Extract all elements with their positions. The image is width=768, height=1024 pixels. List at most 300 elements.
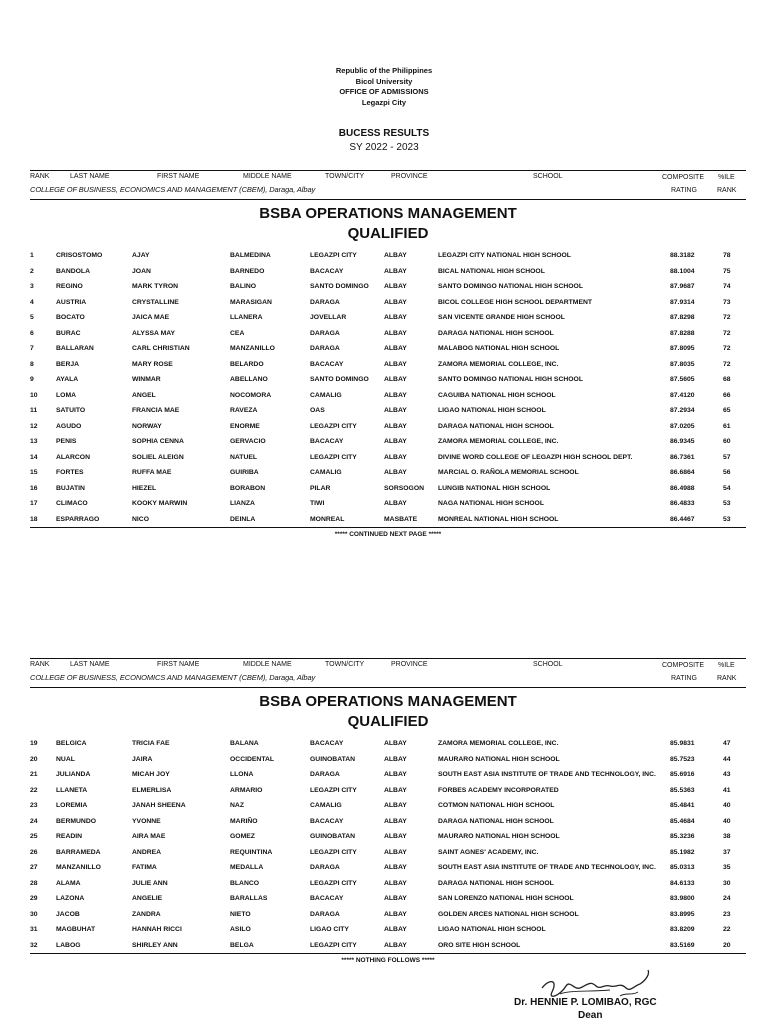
cell-first-name: JULIE ANN <box>132 879 168 887</box>
cell-percentile: 40 <box>723 817 731 825</box>
cell-last-name: BELGICA <box>56 740 87 747</box>
cell-province: ALBAY <box>384 910 407 918</box>
cell-province: ALBAY <box>384 329 407 337</box>
table-row <box>30 310 746 326</box>
cell-last-name: FORTES <box>56 469 84 476</box>
cell-town: SANTO DOMINGO <box>310 283 369 290</box>
col-rank: RANK <box>30 661 50 668</box>
cell-rating: 88.1004 <box>670 267 695 275</box>
cell-percentile: 56 <box>723 469 731 476</box>
cell-middle-name: NAZ <box>230 802 244 809</box>
cell-province: ALBAY <box>384 755 407 763</box>
cell-town: LEGAZPI CITY <box>310 941 357 949</box>
col-composite: COMPOSITE <box>662 662 705 669</box>
cell-province: ALBAY <box>384 864 407 871</box>
cell-rating: 85.5363 <box>670 786 695 794</box>
cell-rank: 8 <box>30 360 34 368</box>
header-university: Bicol University <box>355 76 413 86</box>
cell-middle-name: MARIÑO <box>230 817 258 825</box>
cell-school: DARAGA NATIONAL HIGH SCHOOL <box>438 329 554 337</box>
table-row <box>30 829 746 845</box>
col-last-name: LAST NAME <box>70 173 110 180</box>
cell-rank: 11 <box>30 407 38 414</box>
cell-rating: 86.4833 <box>670 500 695 507</box>
continued-note: ***** CONTINUED NEXT PAGE ***** <box>334 531 442 538</box>
cell-rank: 25 <box>30 833 38 840</box>
cell-middle-name: ASILO <box>230 926 251 933</box>
cell-percentile: 47 <box>723 740 731 747</box>
cell-rank: 3 <box>30 283 34 290</box>
cell-last-name: CLIMACO <box>56 500 88 507</box>
cell-town: BACACAY <box>310 740 344 747</box>
cell-rank: 19 <box>30 740 38 747</box>
cell-percentile: 72 <box>723 314 731 321</box>
cell-last-name: BERJA <box>56 360 80 368</box>
table-row <box>30 907 746 923</box>
cell-province: ALBAY <box>384 391 407 399</box>
cell-percentile: 30 <box>723 879 731 887</box>
cell-percentile: 20 <box>723 941 731 949</box>
cell-school: SANTO DOMINGO NATIONAL HIGH SCHOOL <box>438 376 584 383</box>
cell-school: MONREAL NATIONAL HIGH SCHOOL <box>438 515 559 523</box>
table-row <box>30 326 746 342</box>
cell-province: ALBAY <box>384 422 407 430</box>
table-row <box>30 860 746 876</box>
cell-school: SANTO DOMINGO NATIONAL HIGH SCHOOL <box>438 283 584 290</box>
cell-rank: 13 <box>30 438 38 445</box>
cell-province: ALBAY <box>384 407 407 414</box>
table-row <box>30 496 746 512</box>
cell-rating: 87.2934 <box>670 407 695 414</box>
cell-town: LEGAZPI CITY <box>310 848 357 856</box>
cell-school: DARAGA NATIONAL HIGH SCHOOL <box>438 817 554 825</box>
cell-percentile: 35 <box>723 864 731 871</box>
table-row <box>30 814 746 830</box>
cell-town: SANTO DOMINGO <box>310 376 369 383</box>
cell-rating: 87.4120 <box>670 391 695 399</box>
cell-town: DARAGA <box>310 345 340 352</box>
cell-percentile: 72 <box>723 329 731 337</box>
cell-first-name: FATIMA <box>132 864 157 871</box>
cell-town: JOVELLAR <box>310 314 347 321</box>
cell-rank: 22 <box>30 786 38 794</box>
cell-rating: 86.4988 <box>670 484 695 492</box>
cell-percentile: 74 <box>723 283 731 290</box>
cell-first-name: SOPHIA CENNA <box>132 438 184 445</box>
cell-percentile: 73 <box>723 298 731 306</box>
cell-province: ALBAY <box>384 817 407 825</box>
cell-province: ALBAY <box>384 314 407 321</box>
cell-school: SAN VICENTE GRANDE HIGH SCHOOL <box>438 314 565 321</box>
cell-rating: 85.0313 <box>670 864 695 871</box>
cell-first-name: HANNAH RICCI <box>132 926 182 933</box>
cell-last-name: LLANETA <box>56 786 88 794</box>
header-city: Legazpi City <box>361 97 407 107</box>
cell-middle-name: GUIRIBA <box>230 469 259 476</box>
table-row <box>30 845 746 861</box>
cell-province: ALBAY <box>384 941 407 949</box>
cell-province: SORSOGON <box>384 484 425 492</box>
cell-last-name: REGINO <box>56 283 83 290</box>
table-row <box>30 736 746 752</box>
cell-town: LEGAZPI CITY <box>310 879 357 887</box>
table-row <box>30 481 746 497</box>
cell-first-name: SHIRLEY ANN <box>132 941 178 949</box>
cell-rank: 6 <box>30 329 34 337</box>
cell-rank: 32 <box>30 941 38 949</box>
cell-last-name: NUAL <box>56 755 75 763</box>
cell-first-name: AIRA MAE <box>132 833 166 840</box>
col-composite: COMPOSITE <box>662 174 705 181</box>
cell-middle-name: BALINO <box>230 283 257 290</box>
cell-first-name: FRANCIA MAE <box>132 407 180 414</box>
cell-school: BICOL COLLEGE HIGH SCHOOL DEPARTMENT <box>438 298 593 306</box>
cell-middle-name: DEINLA <box>230 515 256 523</box>
cell-province: MASBATE <box>384 515 418 523</box>
program-title: BSBA OPERATIONS MANAGEMENT <box>259 205 517 222</box>
table-row <box>30 891 746 907</box>
cell-province: ALBAY <box>384 500 407 507</box>
cell-rank: 10 <box>30 391 38 399</box>
table-row <box>30 922 746 938</box>
cell-rank: 2 <box>30 267 34 275</box>
cell-middle-name: BARNEDO <box>230 267 265 275</box>
results-table <box>30 248 746 528</box>
cell-last-name: MAGBUHAT <box>56 926 96 933</box>
cell-middle-name: CEA <box>230 329 245 337</box>
cell-middle-name: BARALLAS <box>230 895 268 902</box>
table-row <box>30 372 746 388</box>
cell-rating: 83.9800 <box>670 895 695 902</box>
cell-rating: 86.7361 <box>670 453 695 461</box>
cell-rank: 15 <box>30 469 38 476</box>
cell-town: DARAGA <box>310 771 340 778</box>
column-header <box>30 658 746 688</box>
cell-school: LIGAO NATIONAL HIGH SCHOOL <box>438 407 546 414</box>
table-row <box>30 403 746 419</box>
cell-rating: 88.3182 <box>670 252 695 259</box>
cell-last-name: ESPARRAGO <box>56 515 100 523</box>
cell-middle-name: GOMEZ <box>230 833 255 840</box>
cell-last-name: BURAC <box>56 329 81 337</box>
col-province: PROVINCE <box>391 173 428 180</box>
cell-first-name: NORWAY <box>132 422 162 430</box>
cell-middle-name: BLANCO <box>230 879 260 887</box>
cell-town: GUINOBATAN <box>310 833 356 840</box>
cell-rating: 87.8298 <box>670 314 695 321</box>
cell-last-name: AUSTRIA <box>56 298 87 306</box>
col-school: SCHOOL <box>533 173 563 180</box>
cell-last-name: JACOB <box>56 910 80 918</box>
cell-percentile: 57 <box>723 453 731 461</box>
cell-province: ALBAY <box>384 469 407 476</box>
cell-town: GUINOBATAN <box>310 755 356 763</box>
cell-rating: 87.9314 <box>670 298 695 306</box>
col-rating: RATING <box>671 675 697 682</box>
cell-last-name: LAZONA <box>56 895 85 902</box>
cell-rank: 12 <box>30 422 38 430</box>
cell-percentile: 72 <box>723 345 731 352</box>
cell-rating: 87.8035 <box>670 360 695 368</box>
cell-town: PILAR <box>310 484 331 492</box>
college-name: COLLEGE OF BUSINESS, ECONOMICS AND MANAGEMENT (CBEM), Daraga, Albay <box>30 673 316 682</box>
cell-school: ORO SITE HIGH SCHOOL <box>438 941 521 949</box>
cell-middle-name: NOCOMORA <box>230 391 272 399</box>
cell-percentile: 53 <box>723 515 731 523</box>
cell-first-name: JOAN <box>132 267 151 275</box>
cell-first-name: ZANDRA <box>132 910 161 918</box>
cell-percentile: 65 <box>723 407 731 414</box>
cell-middle-name: OCCIDENTAL <box>230 755 275 763</box>
cell-town: BACACAY <box>310 817 344 825</box>
cell-province: ALBAY <box>384 252 407 259</box>
cell-last-name: SATUITO <box>56 407 86 414</box>
cell-last-name: PENIS <box>56 438 77 445</box>
cell-first-name: WINMAR <box>132 376 161 383</box>
table-row <box>30 295 746 311</box>
cell-town: MONREAL <box>310 515 345 523</box>
cell-rating: 85.4841 <box>670 802 695 809</box>
cell-school: LUNGIB NATIONAL HIGH SCHOOL <box>438 484 551 492</box>
cell-school: ZAMORA MEMORIAL COLLEGE, INC. <box>438 360 559 368</box>
cell-first-name: CARL CHRISTIAN <box>132 345 190 352</box>
cell-province: ALBAY <box>384 848 407 856</box>
table-row <box>30 264 746 280</box>
table-row <box>30 279 746 295</box>
signatory-name: Dr. HENNIE P. LOMIBAO, RGC <box>514 997 657 1008</box>
cell-rank: 4 <box>30 298 34 306</box>
cell-province: ALBAY <box>384 345 407 352</box>
cell-last-name: ALAMA <box>56 879 81 887</box>
cell-percentile: 41 <box>723 786 731 794</box>
cell-rating: 83.8995 <box>670 910 695 918</box>
cell-town: CAMALIG <box>310 802 342 809</box>
cell-first-name: ANGEL <box>132 391 156 399</box>
cell-first-name: JANAH SHEENA <box>132 802 186 809</box>
cell-percentile: 61 <box>723 422 731 430</box>
cell-percentile: 40 <box>723 802 731 809</box>
cell-last-name: BERMUNDO <box>56 817 97 825</box>
cell-last-name: BALLARAN <box>56 345 94 352</box>
cell-province: ALBAY <box>384 453 407 461</box>
cell-percentile: 43 <box>723 771 731 778</box>
cell-first-name: MARY ROSE <box>132 360 173 368</box>
cell-percentile: 78 <box>723 252 731 259</box>
cell-last-name: ALARCON <box>56 453 90 461</box>
cell-first-name: MICAH JOY <box>132 771 170 778</box>
cell-school: MAURARO NATIONAL HIGH SCHOOL <box>438 833 560 840</box>
cell-rank: 16 <box>30 484 38 492</box>
cell-province: ALBAY <box>384 376 407 383</box>
cell-last-name: MANZANILLO <box>56 864 101 871</box>
cell-town: CAMALIG <box>310 391 342 399</box>
cell-middle-name: LIANZA <box>230 500 255 507</box>
cell-school: MALABOG NATIONAL HIGH SCHOOL <box>438 345 560 352</box>
cell-first-name: JAIRA <box>132 755 153 763</box>
cell-school: GOLDEN ARCES NATIONAL HIGH SCHOOL <box>438 910 579 918</box>
cell-first-name: SOLIEL ALEIGN <box>132 453 184 461</box>
table-row <box>30 783 746 799</box>
cell-middle-name: MANZANILLO <box>230 345 275 352</box>
cell-rank: 17 <box>30 500 38 507</box>
cell-last-name: AYALA <box>56 376 79 383</box>
col-percentile-rank: RANK <box>717 675 737 682</box>
cell-middle-name: ENORME <box>230 422 260 430</box>
cell-town: LEGAZPI CITY <box>310 786 357 794</box>
cell-middle-name: MEDALLA <box>230 864 264 871</box>
cell-school: SAINT AGNES' ACADEMY, INC. <box>438 848 539 856</box>
cell-province: ALBAY <box>384 771 407 778</box>
cell-middle-name: LLONA <box>230 771 254 778</box>
cell-middle-name: BORABON <box>230 484 266 492</box>
cell-school: MARCIAL O. RAÑOLA MEMORIAL SCHOOL <box>438 469 579 476</box>
cell-school: LEGAZPI CITY NATIONAL HIGH SCHOOL <box>438 252 571 259</box>
cell-rank: 9 <box>30 376 34 383</box>
cell-rating: 83.5169 <box>670 941 695 949</box>
cell-first-name: KOOKY MARWIN <box>132 500 188 507</box>
cell-last-name: BOCATO <box>56 314 85 321</box>
cell-first-name: MARK TYRON <box>132 283 179 290</box>
cell-rating: 85.7523 <box>670 755 695 763</box>
cell-percentile: 75 <box>723 267 731 275</box>
cell-town: BACACAY <box>310 267 344 275</box>
cell-school: ZAMORA MEMORIAL COLLEGE, INC. <box>438 438 559 445</box>
cell-school: SAN LORENZO NATIONAL HIGH SCHOOL <box>438 895 574 902</box>
cell-percentile: 22 <box>723 926 731 933</box>
results-table <box>30 736 746 954</box>
table-row <box>30 434 746 450</box>
cell-school: FORBES ACADEMY INCORPORATED <box>438 786 559 794</box>
cell-rating: 85.4684 <box>670 817 695 825</box>
cell-province: ALBAY <box>384 879 407 887</box>
col-first-name: FIRST NAME <box>157 173 200 180</box>
cell-last-name: BUJATIN <box>56 484 85 492</box>
cell-middle-name: NIETO <box>230 910 251 918</box>
cell-province: ALBAY <box>384 786 407 794</box>
cell-town: OAS <box>310 407 325 414</box>
cell-province: ALBAY <box>384 267 407 275</box>
col-middle-name: MIDDLE NAME <box>243 173 292 180</box>
cell-province: ALBAY <box>384 895 407 902</box>
col-province: PROVINCE <box>391 661 428 668</box>
cell-rank: 21 <box>30 771 38 778</box>
cell-last-name: JULIANDA <box>56 771 91 778</box>
cell-last-name: BANDOLA <box>56 267 90 275</box>
cell-percentile: 68 <box>723 376 731 383</box>
cell-first-name: HIEZEL <box>132 484 157 492</box>
cell-middle-name: LLANERA <box>230 314 263 321</box>
col-first-name: FIRST NAME <box>157 661 200 668</box>
cell-first-name: RUFFA MAE <box>132 469 172 476</box>
col-last-name: LAST NAME <box>70 661 110 668</box>
table-row <box>30 419 746 435</box>
cell-town: BACACAY <box>310 360 344 368</box>
col-percentile: %ILE <box>718 662 735 669</box>
cell-middle-name: ARMARIO <box>230 786 263 794</box>
cell-town: BACACAY <box>310 895 344 902</box>
cell-town: BACACAY <box>310 438 344 445</box>
cell-rating: 86.9345 <box>670 438 695 445</box>
cell-town: LIGAO CITY <box>310 926 349 933</box>
col-percentile: %ILE <box>718 174 735 181</box>
cell-rating: 85.1982 <box>670 848 695 856</box>
cell-percentile: 38 <box>723 833 731 840</box>
cell-first-name: ANGELIE <box>132 895 163 902</box>
cell-rank: 7 <box>30 345 34 352</box>
results-block-1 <box>30 170 746 538</box>
status-heading: QUALIFIED <box>347 713 429 730</box>
cell-percentile: 37 <box>723 848 731 856</box>
cell-middle-name: NATUEL <box>230 453 258 461</box>
cell-middle-name: BALANA <box>230 740 259 747</box>
cell-rating: 87.5605 <box>670 376 695 383</box>
results-block-2 <box>30 658 746 964</box>
col-school: SCHOOL <box>533 661 563 668</box>
document-header <box>0 66 768 108</box>
cell-percentile: 66 <box>723 391 731 399</box>
table-row <box>30 767 746 783</box>
cell-rank: 1 <box>30 252 34 259</box>
table-row <box>30 341 746 357</box>
cell-province: ALBAY <box>384 926 407 933</box>
cell-rating: 85.6916 <box>670 771 695 778</box>
cell-town: TIWI <box>310 500 325 507</box>
cell-rank: 27 <box>30 864 38 871</box>
cell-middle-name: BALMEDINA <box>230 252 271 259</box>
cell-rank: 24 <box>30 817 38 825</box>
cell-rank: 5 <box>30 314 34 321</box>
table-row <box>30 798 746 814</box>
cell-percentile: 24 <box>723 895 731 902</box>
cell-first-name: CRYSTALLINE <box>132 298 179 306</box>
cell-last-name: READIN <box>56 833 83 840</box>
cell-rating: 87.8288 <box>670 329 695 337</box>
cell-rank: 29 <box>30 895 38 902</box>
cell-town: LEGAZPI CITY <box>310 453 357 461</box>
report-title: BUCESS RESULTS <box>338 128 430 139</box>
status-heading: QUALIFIED <box>347 225 429 242</box>
cell-middle-name: MARASIGAN <box>230 298 272 306</box>
cell-province: ALBAY <box>384 802 407 809</box>
cell-province: ALBAY <box>384 298 407 306</box>
header-republic: Republic of the Philippines <box>335 66 433 75</box>
cell-middle-name: RAVEZA <box>230 407 258 414</box>
cell-percentile: 54 <box>723 484 731 492</box>
cell-rating: 87.0205 <box>670 422 695 430</box>
table-row <box>30 388 746 404</box>
column-header <box>30 170 746 200</box>
table-row <box>30 752 746 768</box>
cell-first-name: ANDREA <box>132 848 162 856</box>
cell-rating: 83.8209 <box>670 926 695 933</box>
cell-first-name: ELMERLISA <box>132 786 172 794</box>
cell-rank: 18 <box>30 515 38 523</box>
col-town: TOWN/CITY <box>325 661 365 668</box>
cell-school: MAURARO NATIONAL HIGH SCHOOL <box>438 755 560 763</box>
cell-rank: 31 <box>30 926 38 933</box>
cell-middle-name: BELGA <box>230 941 254 949</box>
cell-middle-name: GERVACIO <box>230 438 266 445</box>
cell-rank: 23 <box>30 802 38 809</box>
cell-school: CAGUIBA NATIONAL HIGH SCHOOL <box>438 391 556 399</box>
header-office: OFFICE OF ADMISSIONS <box>339 87 429 96</box>
cell-rating: 85.9831 <box>670 740 695 747</box>
col-rating: RATING <box>671 187 697 194</box>
cell-first-name: AJAY <box>132 252 150 259</box>
nothing-follows-note: ***** NOTHING FOLLOWS ***** <box>341 957 435 964</box>
cell-town: LEGAZPI CITY <box>310 422 357 430</box>
cell-percentile: 72 <box>723 360 731 368</box>
